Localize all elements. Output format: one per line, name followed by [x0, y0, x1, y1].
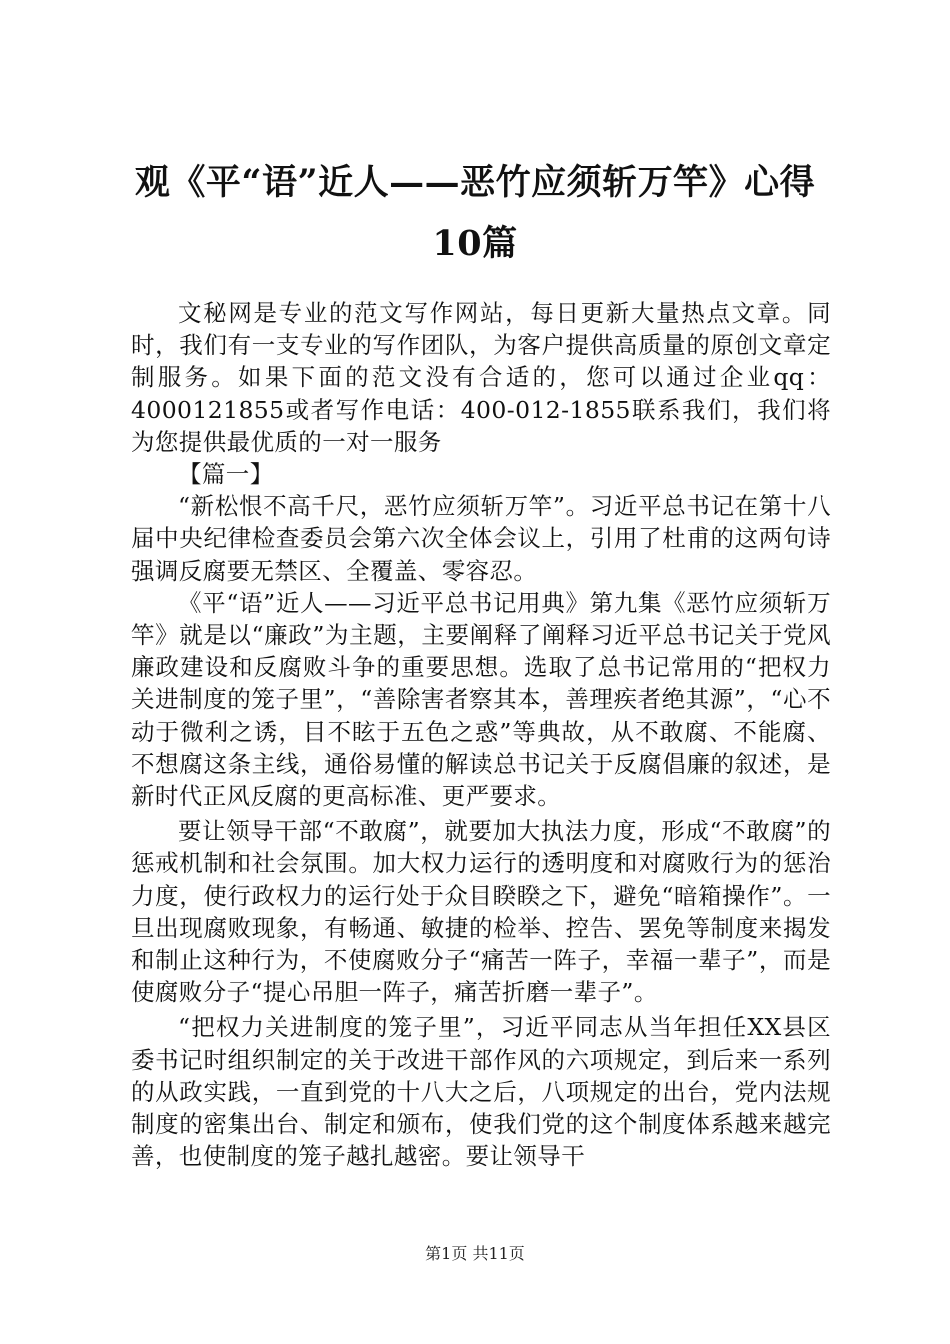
body-paragraph: 要让领导干部“不敢腐”，就要加大执法力度，形成“不敢腐”的惩戒机制和社会氛围。加大权力运行的透明度和对腐败行为的惩治力度，使行政权力的运行处于众目睽睽之下，避免“暗箱操作”。一旦出现腐败现象，有畅通、敏捷的检举、控告、罢免等制度来揭发和制止这种行为，不使腐败分子“痛苦一阵子，幸福一辈子”，而是使腐败分子“提心吊胆一阵子，痛苦折磨一辈子”。 — [131, 817, 831, 1007]
body-paragraph: “把权力关进制度的笼子里”，习近平同志从当年担任XX县区委书记时组织制定的关于改进干部作风的六项规定，到后来一系列的从政实践，一直到党的十八大之后，八项规定的出台，党内法规制度的密集出台、制定和颁布，使我们党的这个制度体系越来越完善，也使制度的笼子越扎越密。要让领导干 — [131, 1013, 831, 1171]
document-title-line1: 观《平“语”近人——恶竹应须斩万竿》心得 — [134, 162, 816, 203]
document-body — [131, 297, 831, 1172]
body-paragraph: “新松恨不高千尺，恶竹应须斩万竿”。习近平总书记在第十八届中央纪律检查委员会第六次全体会议上，引用了杜甫的这两句诗强调反腐要无禁区、全覆盖、零容忍。 — [131, 492, 831, 585]
intro-paragraph: 文秘网是专业的范文写作网站，每日更新大量热点文章。同时，我们有一支专业的写作团队，为客户提供高质量的原创文章定制服务。如果下面的范文没有合适的，您可以通过企业qq：4000121855或者写作电话：400-012-1855联系我们，我们将为您提供最优质的一对一服务 — [131, 299, 831, 456]
body-paragraph: 《平“语”近人——习近平总书记用典》第九集《恶竹应须斩万竿》就是以“廉政”为主题，主要阐释了阐释习近平总书记关于党风廉政建设和反腐败斗争的重要思想。选取了总书记常用的“把权力关进制度的笼子里”，“善除害者察其本，善理疾者绝其源”，“心不动于微利之诱，目不眩于五色之惑”等典故，从不敢腐、不能腐、不想腐这条主线，通俗易懂的解读总书记关于反腐倡廉的叙述，是新时代正风反腐的更高标准、更严要求。 — [131, 588, 831, 811]
page-number-footer: 第1页 共11页 — [425, 1244, 525, 1263]
section-heading: 【篇一】 — [178, 460, 274, 489]
document-title-line2: 10篇 — [432, 223, 518, 264]
